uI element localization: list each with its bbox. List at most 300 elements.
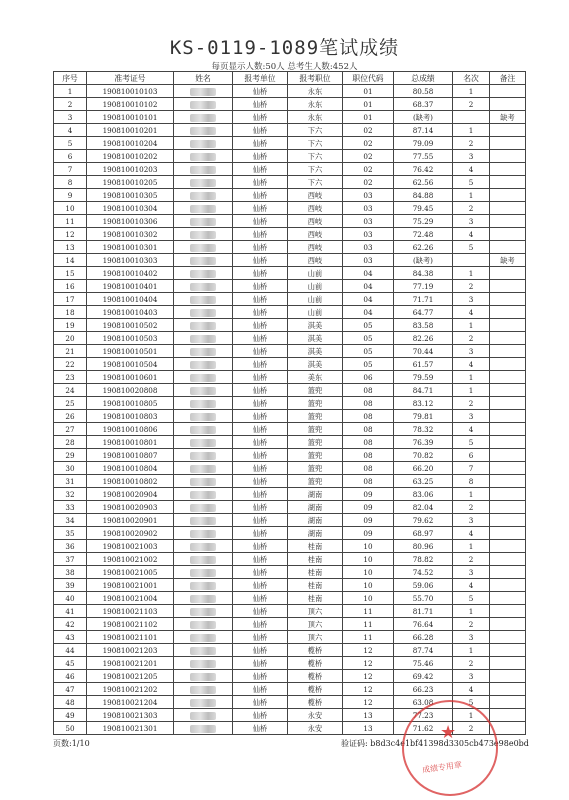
cell-position: 榄桥 <box>288 683 343 696</box>
cell-unit: 仙桥 <box>233 488 288 501</box>
cell-seq: 26 <box>54 410 87 423</box>
cell-name-redacted <box>174 163 233 176</box>
cell-seq: 48 <box>54 696 87 709</box>
cell-unit: 仙桥 <box>233 332 288 345</box>
cell-unit: 仙桥 <box>233 579 288 592</box>
cell-remark <box>490 436 526 449</box>
cell-name-redacted <box>174 501 233 514</box>
cell-score: 55.70 <box>394 592 453 605</box>
cell-unit: 仙桥 <box>233 319 288 332</box>
cell-exam-id: 190810021001 <box>87 579 174 592</box>
table-row <box>54 384 526 397</box>
cell-exam-id: 190810010205 <box>87 176 174 189</box>
column-header: 名次 <box>453 72 490 85</box>
table-row <box>54 293 526 306</box>
cell-position: 顶六 <box>288 618 343 631</box>
column-header: 序号 <box>54 72 87 85</box>
cell-score: 77.23 <box>394 709 453 722</box>
cell-name-redacted <box>174 137 233 150</box>
cell-score: 84.71 <box>394 384 453 397</box>
cell-rank: 2 <box>453 332 490 345</box>
cell-position: 篮兜 <box>288 423 343 436</box>
cell-remark <box>490 280 526 293</box>
cell-remark <box>490 358 526 371</box>
cell-rank: 6 <box>453 449 490 462</box>
cell-position: 桂南 <box>288 553 343 566</box>
cell-remark <box>490 566 526 579</box>
cell-position-code: 01 <box>343 85 394 98</box>
cell-seq: 31 <box>54 475 87 488</box>
cell-remark <box>490 618 526 631</box>
cell-seq: 3 <box>54 111 87 124</box>
redacted-name-blur <box>190 309 216 317</box>
cell-remark <box>490 176 526 189</box>
table-row <box>54 436 526 449</box>
cell-seq: 47 <box>54 683 87 696</box>
cell-remark <box>490 670 526 683</box>
cell-name-redacted <box>174 553 233 566</box>
redacted-name-blur <box>190 517 216 525</box>
cell-name-redacted <box>174 631 233 644</box>
cell-seq: 27 <box>54 423 87 436</box>
cell-name-redacted <box>174 657 233 670</box>
cell-remark <box>490 475 526 488</box>
redacted-name-blur <box>190 387 216 395</box>
cell-unit: 仙桥 <box>233 410 288 423</box>
cell-position-code: 08 <box>343 449 394 462</box>
cell-exam-id: 190810010804 <box>87 462 174 475</box>
cell-position: 桂南 <box>288 566 343 579</box>
cell-remark <box>490 423 526 436</box>
cell-position-code: 12 <box>343 683 394 696</box>
cell-exam-id: 190810010601 <box>87 371 174 384</box>
cell-position: 桂南 <box>288 579 343 592</box>
cell-rank: 5 <box>453 176 490 189</box>
cell-seq: 2 <box>54 98 87 111</box>
cell-unit: 仙桥 <box>233 358 288 371</box>
cell-rank: 5 <box>453 592 490 605</box>
table-row <box>54 540 526 553</box>
cell-exam-id: 190810021204 <box>87 696 174 709</box>
cell-unit: 仙桥 <box>233 228 288 241</box>
redacted-name-blur <box>190 179 216 187</box>
cell-position-code: 08 <box>343 410 394 423</box>
column-header: 报考职位 <box>288 72 343 85</box>
cell-exam-id: 190810010402 <box>87 267 174 280</box>
table-row <box>54 605 526 618</box>
cell-score: 59.06 <box>394 579 453 592</box>
table-row <box>54 579 526 592</box>
cell-position-code: 04 <box>343 267 394 280</box>
cell-exam-id: 190810021101 <box>87 631 174 644</box>
redacted-name-blur <box>190 244 216 252</box>
cell-position: 淇美 <box>288 332 343 345</box>
cell-rank: 4 <box>453 358 490 371</box>
cell-exam-id: 190810010504 <box>87 358 174 371</box>
seal-text: 成绩专用章 <box>421 760 463 775</box>
redacted-name-blur <box>190 621 216 629</box>
table-row <box>54 358 526 371</box>
cell-rank: 1 <box>453 384 490 397</box>
redacted-name-blur <box>190 699 216 707</box>
cell-position: 永安 <box>288 722 343 735</box>
cell-remark <box>490 215 526 228</box>
cell-position: 篮兜 <box>288 384 343 397</box>
cell-exam-id: 190810021201 <box>87 657 174 670</box>
cell-name-redacted <box>174 527 233 540</box>
cell-seq: 20 <box>54 332 87 345</box>
cell-unit: 仙桥 <box>233 293 288 306</box>
cell-seq: 37 <box>54 553 87 566</box>
cell-position-code: 09 <box>343 514 394 527</box>
cell-position: 山前 <box>288 267 343 280</box>
cell-rank: 2 <box>453 553 490 566</box>
cell-unit: 仙桥 <box>233 709 288 722</box>
cell-unit: 仙桥 <box>233 462 288 475</box>
cell-score: 82.26 <box>394 332 453 345</box>
cell-unit: 仙桥 <box>233 475 288 488</box>
cell-position: 桂南 <box>288 540 343 553</box>
cell-score: 79.59 <box>394 371 453 384</box>
cell-name-redacted <box>174 683 233 696</box>
table-row <box>54 514 526 527</box>
cell-seq: 38 <box>54 566 87 579</box>
cell-exam-id: 190810010802 <box>87 475 174 488</box>
cell-name-redacted <box>174 202 233 215</box>
table-row <box>54 137 526 150</box>
table-row <box>54 306 526 319</box>
redacted-name-blur <box>190 582 216 590</box>
cell-seq: 41 <box>54 605 87 618</box>
seal-star-icon: ★ <box>440 722 457 743</box>
cell-position-code: 02 <box>343 137 394 150</box>
cell-seq: 16 <box>54 280 87 293</box>
cell-position-code: 12 <box>343 670 394 683</box>
cell-exam-id: 190810010102 <box>87 98 174 111</box>
redacted-name-blur <box>190 257 216 265</box>
table-row <box>54 501 526 514</box>
cell-position-code: 05 <box>343 319 394 332</box>
cell-position-code: 03 <box>343 241 394 254</box>
cell-name-redacted <box>174 267 233 280</box>
cell-rank: 1 <box>453 371 490 384</box>
cell-position: 下六 <box>288 137 343 150</box>
cell-position: 桂南 <box>288 592 343 605</box>
cell-name-redacted <box>174 228 233 241</box>
redacted-name-blur <box>190 673 216 681</box>
cell-remark <box>490 579 526 592</box>
cell-rank: 4 <box>453 228 490 241</box>
cell-position-code: 11 <box>343 631 394 644</box>
cell-exam-id: 190810021205 <box>87 670 174 683</box>
redacted-name-blur <box>190 166 216 174</box>
table-row <box>54 410 526 423</box>
cell-position-code: 03 <box>343 202 394 215</box>
table-row <box>54 631 526 644</box>
cell-unit: 仙桥 <box>233 241 288 254</box>
table-row <box>54 527 526 540</box>
cell-score: 83.12 <box>394 397 453 410</box>
redacted-name-blur <box>190 153 216 161</box>
cell-unit: 仙桥 <box>233 436 288 449</box>
redacted-name-blur <box>190 491 216 499</box>
cell-score: 76.39 <box>394 436 453 449</box>
redacted-name-blur <box>190 465 216 473</box>
column-header: 职位代码 <box>343 72 394 85</box>
cell-exam-id: 190810021301 <box>87 722 174 735</box>
cell-position: 湖南 <box>288 501 343 514</box>
column-header: 报考单位 <box>233 72 288 85</box>
official-seal <box>402 700 498 796</box>
cell-position: 顶六 <box>288 631 343 644</box>
cell-remark: 缺考 <box>490 254 526 267</box>
cell-exam-id: 190810020903 <box>87 501 174 514</box>
table-row <box>54 267 526 280</box>
redacted-name-blur <box>190 361 216 369</box>
cell-rank: 4 <box>453 683 490 696</box>
cell-exam-id: 190810010303 <box>87 254 174 267</box>
table-row <box>54 163 526 176</box>
cell-position-code: 12 <box>343 644 394 657</box>
cell-remark <box>490 293 526 306</box>
cell-rank: 3 <box>453 215 490 228</box>
cell-unit: 仙桥 <box>233 540 288 553</box>
cell-position-code: 10 <box>343 579 394 592</box>
cell-rank: 4 <box>453 306 490 319</box>
cell-name-redacted <box>174 644 233 657</box>
cell-name-redacted <box>174 332 233 345</box>
cell-position-code: 08 <box>343 397 394 410</box>
cell-position: 顶六 <box>288 605 343 618</box>
cell-position: 湖南 <box>288 514 343 527</box>
cell-rank: 3 <box>453 670 490 683</box>
cell-rank <box>453 111 490 124</box>
redacted-name-blur <box>190 348 216 356</box>
cell-unit: 仙桥 <box>233 631 288 644</box>
cell-unit: 仙桥 <box>233 306 288 319</box>
cell-position: 下六 <box>288 163 343 176</box>
cell-exam-id: 190810010302 <box>87 228 174 241</box>
cell-remark <box>490 267 526 280</box>
cell-exam-id: 190810010301 <box>87 241 174 254</box>
table-row <box>54 228 526 241</box>
table-row <box>54 332 526 345</box>
cell-position-code: 12 <box>343 696 394 709</box>
cell-rank: 5 <box>453 696 490 709</box>
cell-seq: 21 <box>54 345 87 358</box>
redacted-name-blur <box>190 686 216 694</box>
cell-remark <box>490 163 526 176</box>
cell-position-code: 10 <box>343 553 394 566</box>
cell-name-redacted <box>174 436 233 449</box>
scores-table <box>53 71 526 735</box>
cell-position-code: 08 <box>343 462 394 475</box>
redacted-name-blur <box>190 725 216 733</box>
cell-exam-id: 190810010201 <box>87 124 174 137</box>
table-row <box>54 488 526 501</box>
cell-name-redacted <box>174 384 233 397</box>
cell-name-redacted <box>174 540 233 553</box>
cell-unit: 仙桥 <box>233 371 288 384</box>
column-header: 备注 <box>490 72 526 85</box>
cell-score: 68.97 <box>394 527 453 540</box>
cell-rank <box>453 254 490 267</box>
cell-seq: 8 <box>54 176 87 189</box>
cell-position: 永东 <box>288 85 343 98</box>
table-row <box>54 553 526 566</box>
cell-exam-id: 190810010404 <box>87 293 174 306</box>
cell-seq: 40 <box>54 592 87 605</box>
cell-position-code: 02 <box>343 163 394 176</box>
cell-seq: 28 <box>54 436 87 449</box>
cell-remark <box>490 85 526 98</box>
cell-score: 62.56 <box>394 176 453 189</box>
cell-unit: 仙桥 <box>233 215 288 228</box>
cell-name-redacted <box>174 566 233 579</box>
redacted-name-blur <box>190 647 216 655</box>
cell-seq: 34 <box>54 514 87 527</box>
table-row <box>54 202 526 215</box>
cell-rank: 4 <box>453 579 490 592</box>
cell-remark <box>490 631 526 644</box>
cell-seq: 42 <box>54 618 87 631</box>
cell-remark <box>490 332 526 345</box>
cell-exam-id: 190810020901 <box>87 514 174 527</box>
cell-name-redacted <box>174 618 233 631</box>
cell-remark <box>490 592 526 605</box>
page-info: 页数:1/10 <box>53 739 90 748</box>
cell-score: 70.44 <box>394 345 453 358</box>
redacted-name-blur <box>190 452 216 460</box>
redacted-name-blur <box>190 608 216 616</box>
cell-position: 榄桥 <box>288 696 343 709</box>
cell-remark: 缺考 <box>490 111 526 124</box>
table-row <box>54 254 526 267</box>
cell-position: 美东 <box>288 371 343 384</box>
cell-seq: 46 <box>54 670 87 683</box>
cell-unit: 仙桥 <box>233 423 288 436</box>
cell-unit: 仙桥 <box>233 280 288 293</box>
cell-name-redacted <box>174 514 233 527</box>
redacted-name-blur <box>190 231 216 239</box>
cell-name-redacted <box>174 319 233 332</box>
redacted-name-blur <box>190 595 216 603</box>
cell-score: 63.08 <box>394 696 453 709</box>
cell-name-redacted <box>174 176 233 189</box>
cell-exam-id: 190810020904 <box>87 488 174 501</box>
cell-score: 68.37 <box>394 98 453 111</box>
cell-name-redacted <box>174 371 233 384</box>
cell-name-redacted <box>174 150 233 163</box>
cell-rank: 3 <box>453 345 490 358</box>
cell-unit: 仙桥 <box>233 137 288 150</box>
cell-rank: 1 <box>453 488 490 501</box>
cell-remark <box>490 527 526 540</box>
cell-score: 62.26 <box>394 241 453 254</box>
cell-name-redacted <box>174 124 233 137</box>
cell-remark <box>490 228 526 241</box>
cell-score: 66.23 <box>394 683 453 696</box>
table-row <box>54 618 526 631</box>
cell-rank: 1 <box>453 189 490 202</box>
cell-name-redacted <box>174 98 233 111</box>
table-row <box>54 85 526 98</box>
cell-name-redacted <box>174 605 233 618</box>
cell-unit: 仙桥 <box>233 592 288 605</box>
redacted-name-blur <box>190 530 216 538</box>
cell-position-code: 03 <box>343 215 394 228</box>
table-row <box>54 449 526 462</box>
cell-rank: 3 <box>453 293 490 306</box>
cell-position: 山前 <box>288 280 343 293</box>
cell-position: 篮兜 <box>288 436 343 449</box>
cell-name-redacted <box>174 293 233 306</box>
cell-score: 79.09 <box>394 137 453 150</box>
cell-position: 下六 <box>288 124 343 137</box>
cell-rank: 1 <box>453 644 490 657</box>
cell-position-code: 09 <box>343 527 394 540</box>
cell-seq: 9 <box>54 189 87 202</box>
cell-exam-id: 190810010803 <box>87 410 174 423</box>
cell-remark <box>490 540 526 553</box>
cell-score: 70.82 <box>394 449 453 462</box>
cell-rank: 1 <box>453 85 490 98</box>
cell-name-redacted <box>174 280 233 293</box>
cell-remark <box>490 488 526 501</box>
cell-remark <box>490 345 526 358</box>
cell-unit: 仙桥 <box>233 670 288 683</box>
cell-score: 80.96 <box>394 540 453 553</box>
cell-position: 西岐 <box>288 215 343 228</box>
cell-unit: 仙桥 <box>233 384 288 397</box>
table-row <box>54 657 526 670</box>
cell-name-redacted <box>174 241 233 254</box>
table-row <box>54 475 526 488</box>
cell-position-code: 08 <box>343 423 394 436</box>
cell-position-code: 13 <box>343 722 394 735</box>
cell-name-redacted <box>174 85 233 98</box>
cell-position: 篮兜 <box>288 475 343 488</box>
cell-unit: 仙桥 <box>233 267 288 280</box>
cell-rank: 2 <box>453 618 490 631</box>
cell-name-redacted <box>174 306 233 319</box>
cell-seq: 14 <box>54 254 87 267</box>
cell-score: 75.46 <box>394 657 453 670</box>
cell-score: 66.20 <box>394 462 453 475</box>
table-row <box>54 462 526 475</box>
cell-position-code: 03 <box>343 254 394 267</box>
cell-exam-id: 190810021202 <box>87 683 174 696</box>
cell-rank: 2 <box>453 397 490 410</box>
cell-remark <box>490 696 526 709</box>
cell-rank: 2 <box>453 202 490 215</box>
cell-score: 63.25 <box>394 475 453 488</box>
cell-unit: 仙桥 <box>233 514 288 527</box>
cell-position-code: 05 <box>343 345 394 358</box>
cell-remark <box>490 397 526 410</box>
cell-exam-id: 190810010306 <box>87 215 174 228</box>
cell-unit: 仙桥 <box>233 150 288 163</box>
cell-unit: 仙桥 <box>233 202 288 215</box>
cell-rank: 3 <box>453 410 490 423</box>
cell-exam-id: 190810010401 <box>87 280 174 293</box>
page-subtitle: 每页显示人数:50人 总考生人数:452人 <box>211 62 358 72</box>
cell-exam-id: 190810021005 <box>87 566 174 579</box>
cell-seq: 22 <box>54 358 87 371</box>
redacted-name-blur <box>190 400 216 408</box>
cell-position: 榄桥 <box>288 644 343 657</box>
cell-unit: 仙桥 <box>233 189 288 202</box>
